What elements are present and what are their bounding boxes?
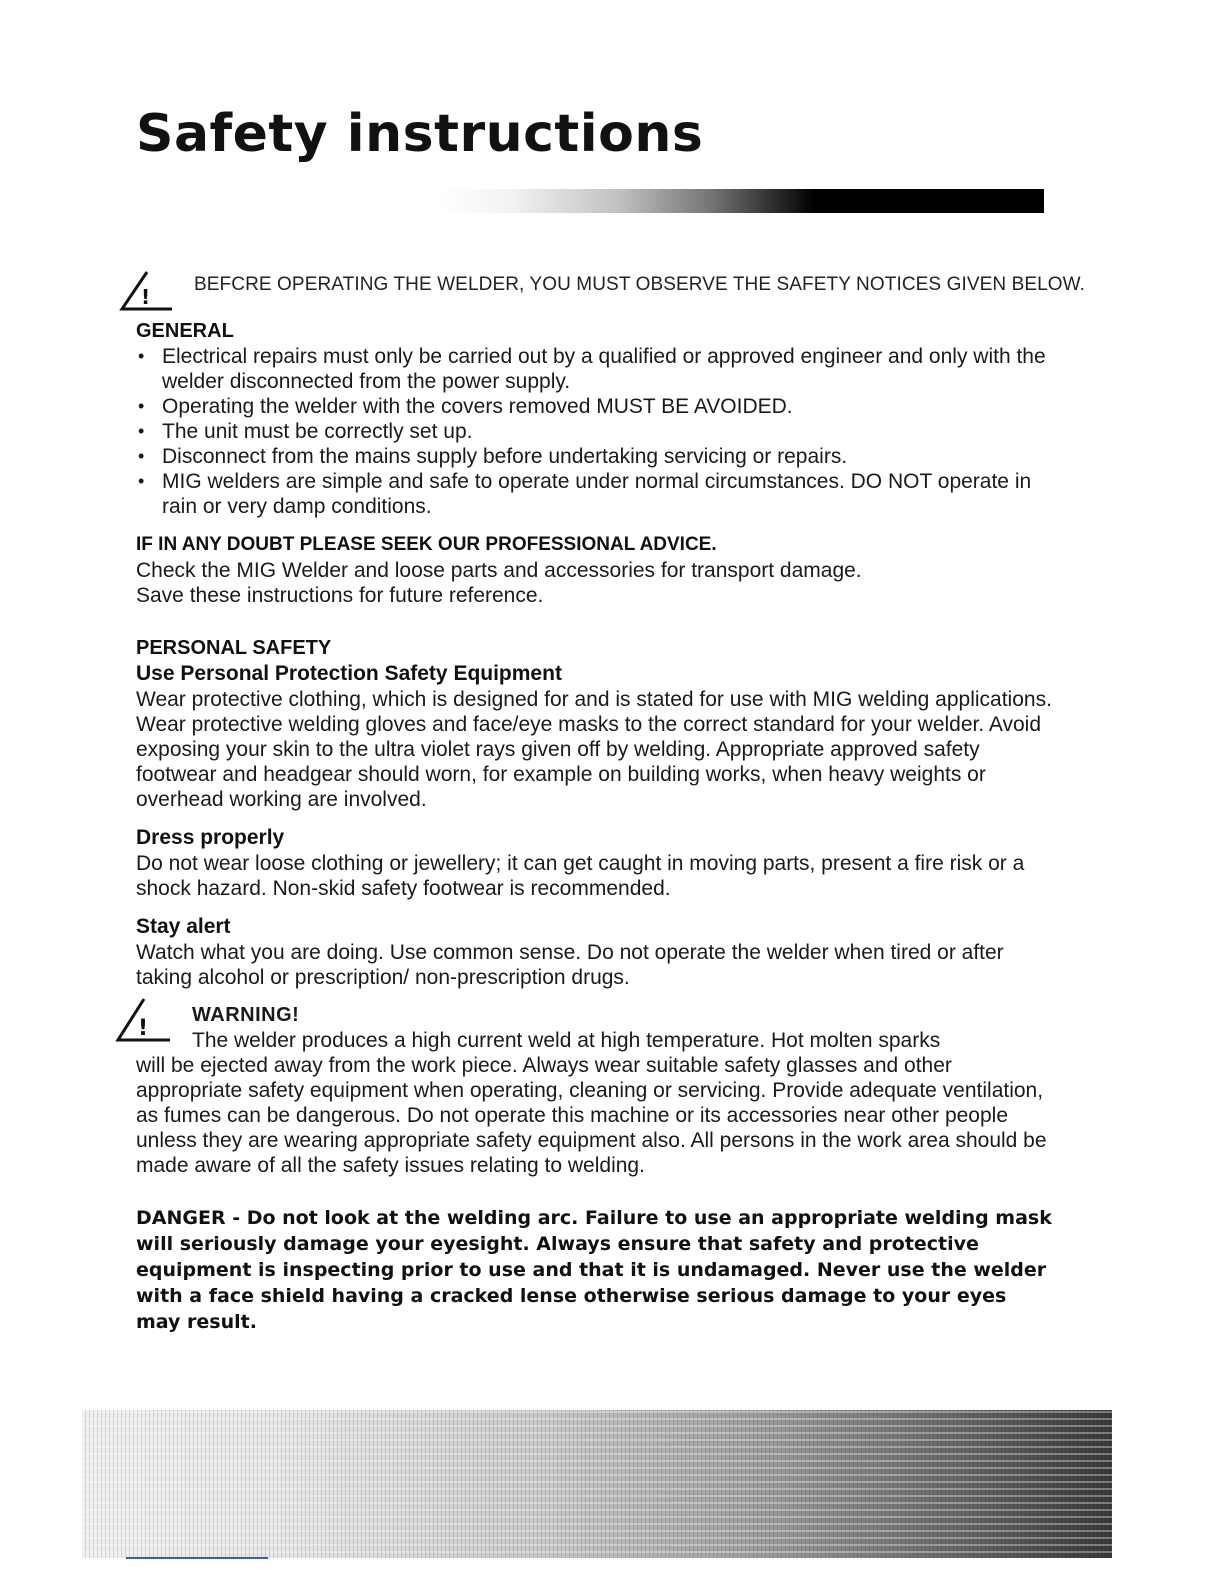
general-heading: GENERAL [136, 320, 234, 342]
list-item: • Disconnect from the mains supply before undertaking servicing or repairs. [136, 444, 1056, 469]
warning-title: WARNING! [192, 1004, 300, 1026]
svg-text:!: ! [138, 1016, 149, 1041]
stay-alert-heading: Stay alert [136, 915, 231, 938]
safety-notice [118, 270, 1086, 310]
stay-alert-text: Watch what you are doing. Use common sense. Do not operate the welder when tired or after taking alcohol or prescription/ non-prescription drugs. [136, 941, 1004, 989]
advice-heading: IF IN ANY DOUBT PLEASE SEEK OUR PROFESSIONAL ADVICE. [136, 534, 717, 555]
danger-notice: DANGER - Do not look at the welding arc. Failure to use an appropriate welding mask will seriously damage your eyesight. Always ensure that safety and protective equipment is inspecting prior to use and that it is undamaged. Never use the welder with a face shield having a cracked lense otherwise serious damage to your eyes may result. [136, 1207, 1052, 1333]
page-title: Safety instructions [136, 104, 704, 164]
warning-text: will be ejected away from the work piece. Always wear suitable safety glasses and other appropriate safety equipment when operating, cleaning or servicing. Provide adequate ventilation, as fumes can be dangerous. Do not operate this machine or its accessories near other people unless they are wearing appropriate safety equipment also. All persons in the work area should be made aware of all the safety issues relating to welding. [136, 1054, 1047, 1177]
advice-line: Check the MIG Welder and loose parts and accessories for transport damage. [136, 559, 862, 582]
svg-text:!: ! [141, 285, 151, 309]
scan-mark [126, 1557, 268, 1559]
title-underline-bar [440, 189, 1044, 213]
personal-safety-heading: PERSONAL SAFETY [136, 637, 332, 659]
general-list [136, 344, 1056, 519]
list-item: • The unit must be correctly set up. [136, 419, 1056, 444]
list-item: • MIG welders are simple and safe to operate under normal circumstances. DO NOT operate in rain or very damp conditions. [136, 469, 1056, 519]
list-item: • Electrical repairs must only be carried out by a qualified or approved engineer and only with the welder disconnected from the power supply. [136, 344, 1056, 394]
list-item: • Operating the welder with the covers removed MUST BE AVOIDED. [136, 394, 1056, 419]
dress-text: Do not wear loose clothing or jewellery; it can get caught in moving parts, present a fire risk or a shock hazard. Non-skid safety footwear is recommended. [136, 852, 1025, 900]
advice-line: Save these instructions for future reference. [136, 584, 544, 607]
main-content [136, 318, 1056, 1335]
dress-heading: Dress properly [136, 826, 285, 849]
scan-noise-strip [82, 1410, 1112, 1558]
warning-triangle-icon [114, 997, 174, 1043]
warning-first-line: The welder produces a high current weld at high temperature. Hot molten sparks [192, 1029, 941, 1052]
notice-text: BEFCRE OPERATING THE WELDER, YOU MUST OBSERVE THE SAFETY NOTICES GIVEN BELOW. [194, 274, 1086, 295]
ppe-text: Wear protective clothing, which is designed for and is stated for use with MIG welding applications. Wear protective welding gloves and face/eye masks to the correct standard for your welder. Avoid exposing your skin to the ultra violet rays given off by welding. Appropriate approved safety footwear and headgear should worn, for example on building works, when heavy weights or overhead working are involved. [136, 688, 1052, 811]
warning-block [136, 1003, 1056, 1178]
warning-triangle-icon [118, 270, 176, 312]
ppe-heading: Use Personal Protection Safety Equipment [136, 662, 562, 685]
